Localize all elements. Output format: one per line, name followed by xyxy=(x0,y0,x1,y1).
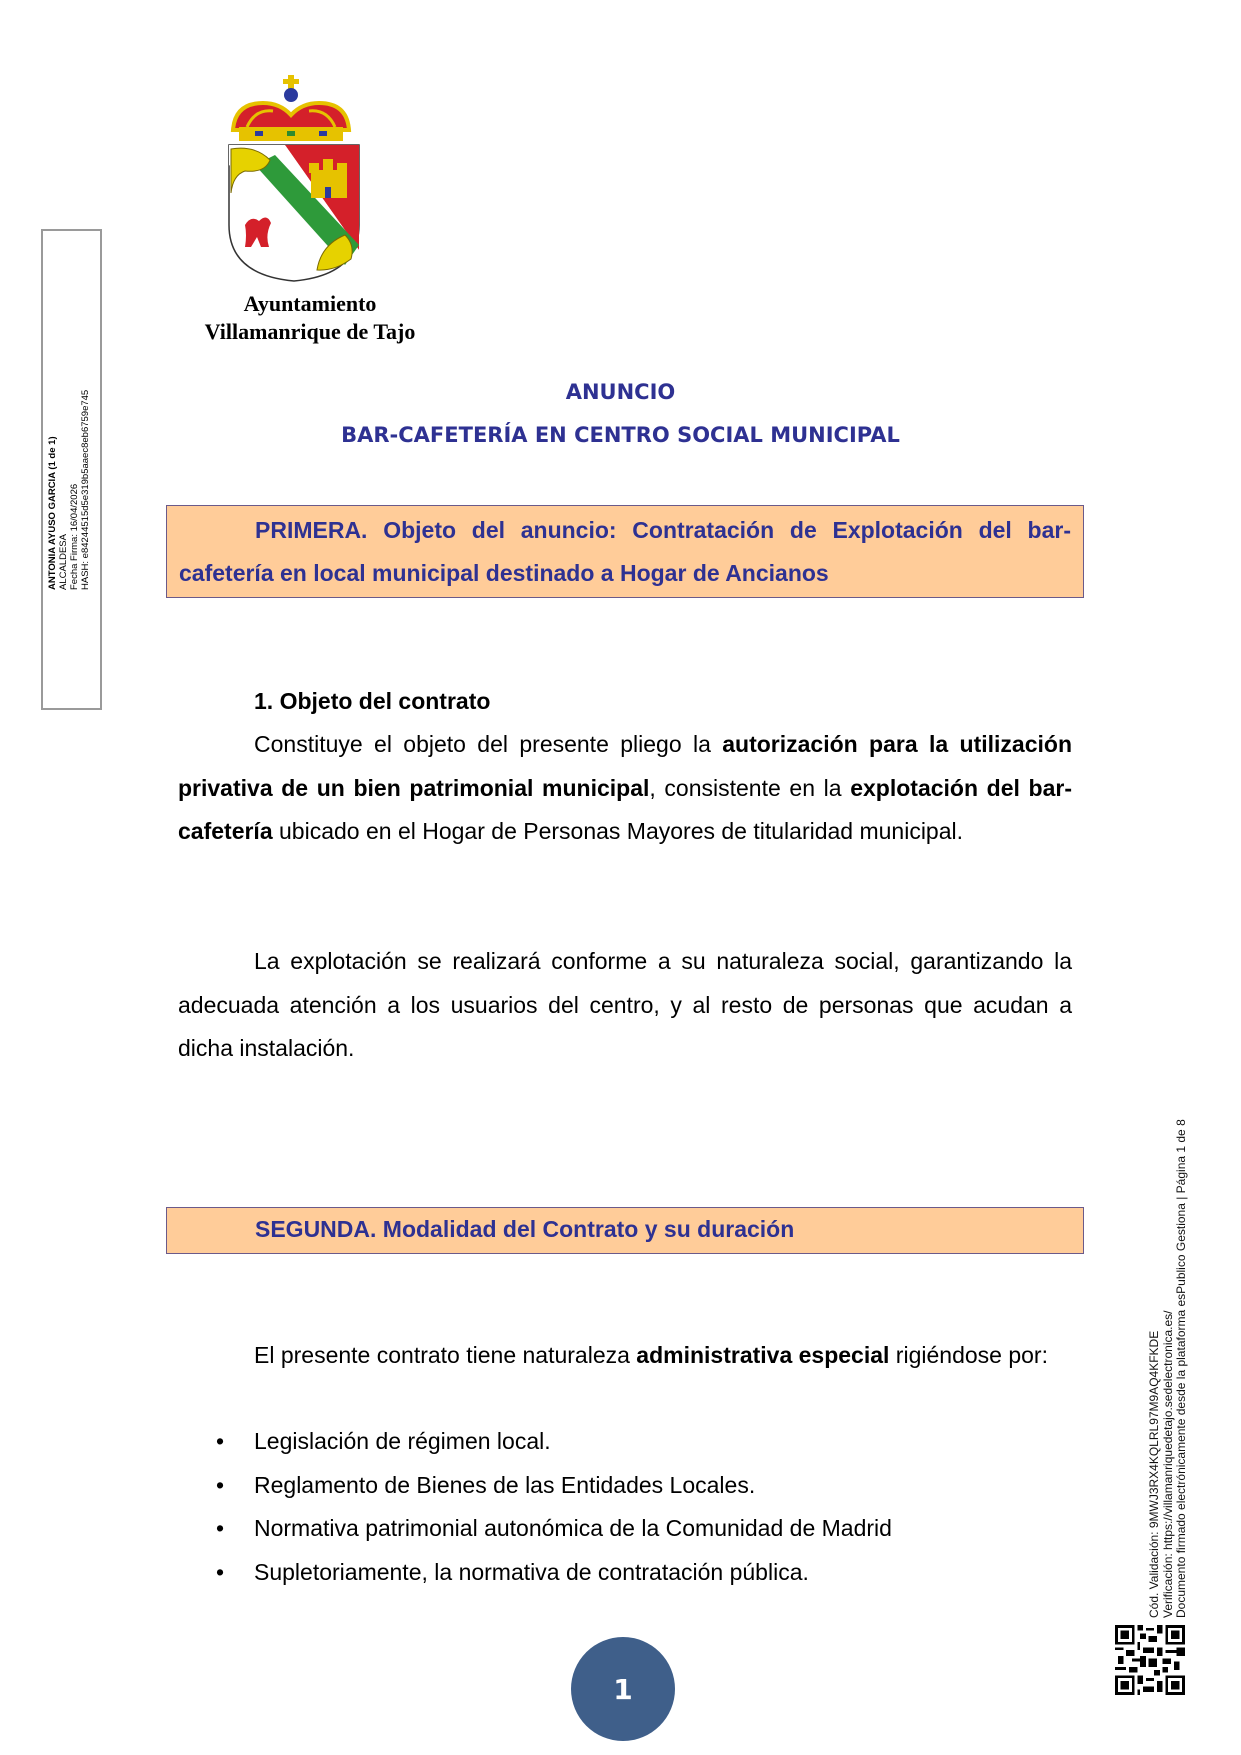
crown-icon xyxy=(233,75,349,141)
section-segunda-text: SEGUNDA. Modalidad del Contrato y su duración xyxy=(255,1216,795,1242)
subheading-objeto-contrato xyxy=(178,680,1072,724)
para1-text-2: , consistente en la xyxy=(649,774,851,801)
signature-hash: HASH: e84244515d5e319b5aaec8eb6759e745 xyxy=(80,389,91,590)
bullet-icon: • xyxy=(216,1471,225,1498)
para1-text-3: ubicado en el Hogar de Personas Mayores de titularidad municipal. xyxy=(272,818,964,844)
para1-bold-2: explotación del bar-cafetería xyxy=(178,774,1073,844)
coat-of-arms-logo xyxy=(225,75,365,287)
validation-code: Cód. Validación: 9MWJ3RX4KQLRL97M9AQ4KFKDE xyxy=(1147,1330,1161,1618)
org-line-2: Villamanrique de Tajo xyxy=(204,319,416,344)
shield-icon xyxy=(229,145,359,281)
signer-role: ALCALDESA xyxy=(58,534,69,590)
para2-text: La explotación se realizará conforme a su naturaleza social, garantizando la adecuada atención a los usuarios del centro, y al resto de personas que acudan a dicha instalación. xyxy=(178,948,1072,1061)
list-item-text: Normativa patrimonial autonómica de la Comunidad de Madrid xyxy=(254,1515,892,1541)
org-line-1: Ayuntamiento xyxy=(243,291,377,316)
bullet-icon: • xyxy=(216,1558,225,1585)
section-primera-text: PRIMERA. Objeto del anuncio: Contratación de Explotación del bar-cafetería en local municipal destinado a Hogar de Ancianos xyxy=(179,517,1071,586)
qr-code-icon[interactable] xyxy=(1115,1625,1185,1695)
paragraph-objeto xyxy=(178,723,1072,854)
signer-name: ANTONIA AYUSO GARCIA (1 de 1) xyxy=(47,436,58,590)
list-item xyxy=(178,1464,892,1508)
list-item-text: Legislación de régimen local. xyxy=(254,1428,551,1454)
bullet-icon: • xyxy=(216,1515,225,1541)
page-number: 1 xyxy=(613,1672,633,1706)
bullet-icon: • xyxy=(216,1428,225,1454)
signature-date: Fecha Firma: 16/04/2026 xyxy=(69,483,80,590)
section-primera-heading xyxy=(166,505,1084,598)
list-item xyxy=(178,1551,892,1595)
platform-note: Documento firmado electrónicamente desde la plataforma esPublico Gestiona | Página 1 de 8 xyxy=(1174,1119,1188,1618)
paragraph-modalidad xyxy=(178,1334,1072,1378)
para3-bold-1: administrativa especial xyxy=(636,1342,890,1368)
paragraph-explotacion xyxy=(178,940,1072,1071)
organization-name xyxy=(150,290,470,346)
para1-bold-1: autorización para la utilización privativa de un bien patrimonial municipal xyxy=(178,731,1072,801)
list-item xyxy=(178,1420,892,1464)
verification-url[interactable]: Verificación: https://villamanriquedetajo.sedelectronica.es/ xyxy=(1160,1310,1175,1618)
legislation-list xyxy=(178,1420,892,1594)
subheading-text: 1. Objeto del contrato xyxy=(254,688,491,714)
document-title: ANUNCIO xyxy=(565,380,676,404)
signature-stamp-text xyxy=(47,390,91,590)
para3-text-2: rigiéndose por: xyxy=(889,1342,1048,1368)
verification-text xyxy=(1148,1119,1189,1618)
section-segunda-heading xyxy=(166,1207,1084,1254)
list-item xyxy=(178,1507,892,1551)
document-subtitle: BAR-CAFETERÍA EN CENTRO SOCIAL MUNICIPAL xyxy=(341,423,900,447)
para3-text-1: El presente contrato tiene naturaleza xyxy=(254,1342,637,1368)
list-item-text: Supletoriamente, la normativa de contratación pública. xyxy=(254,1558,809,1585)
para1-text-1: Constituye el objeto del presente pliego la xyxy=(254,731,723,757)
page-number-badge xyxy=(571,1637,675,1741)
list-item-text: Reglamento de Bienes de las Entidades Locales. xyxy=(254,1471,756,1498)
